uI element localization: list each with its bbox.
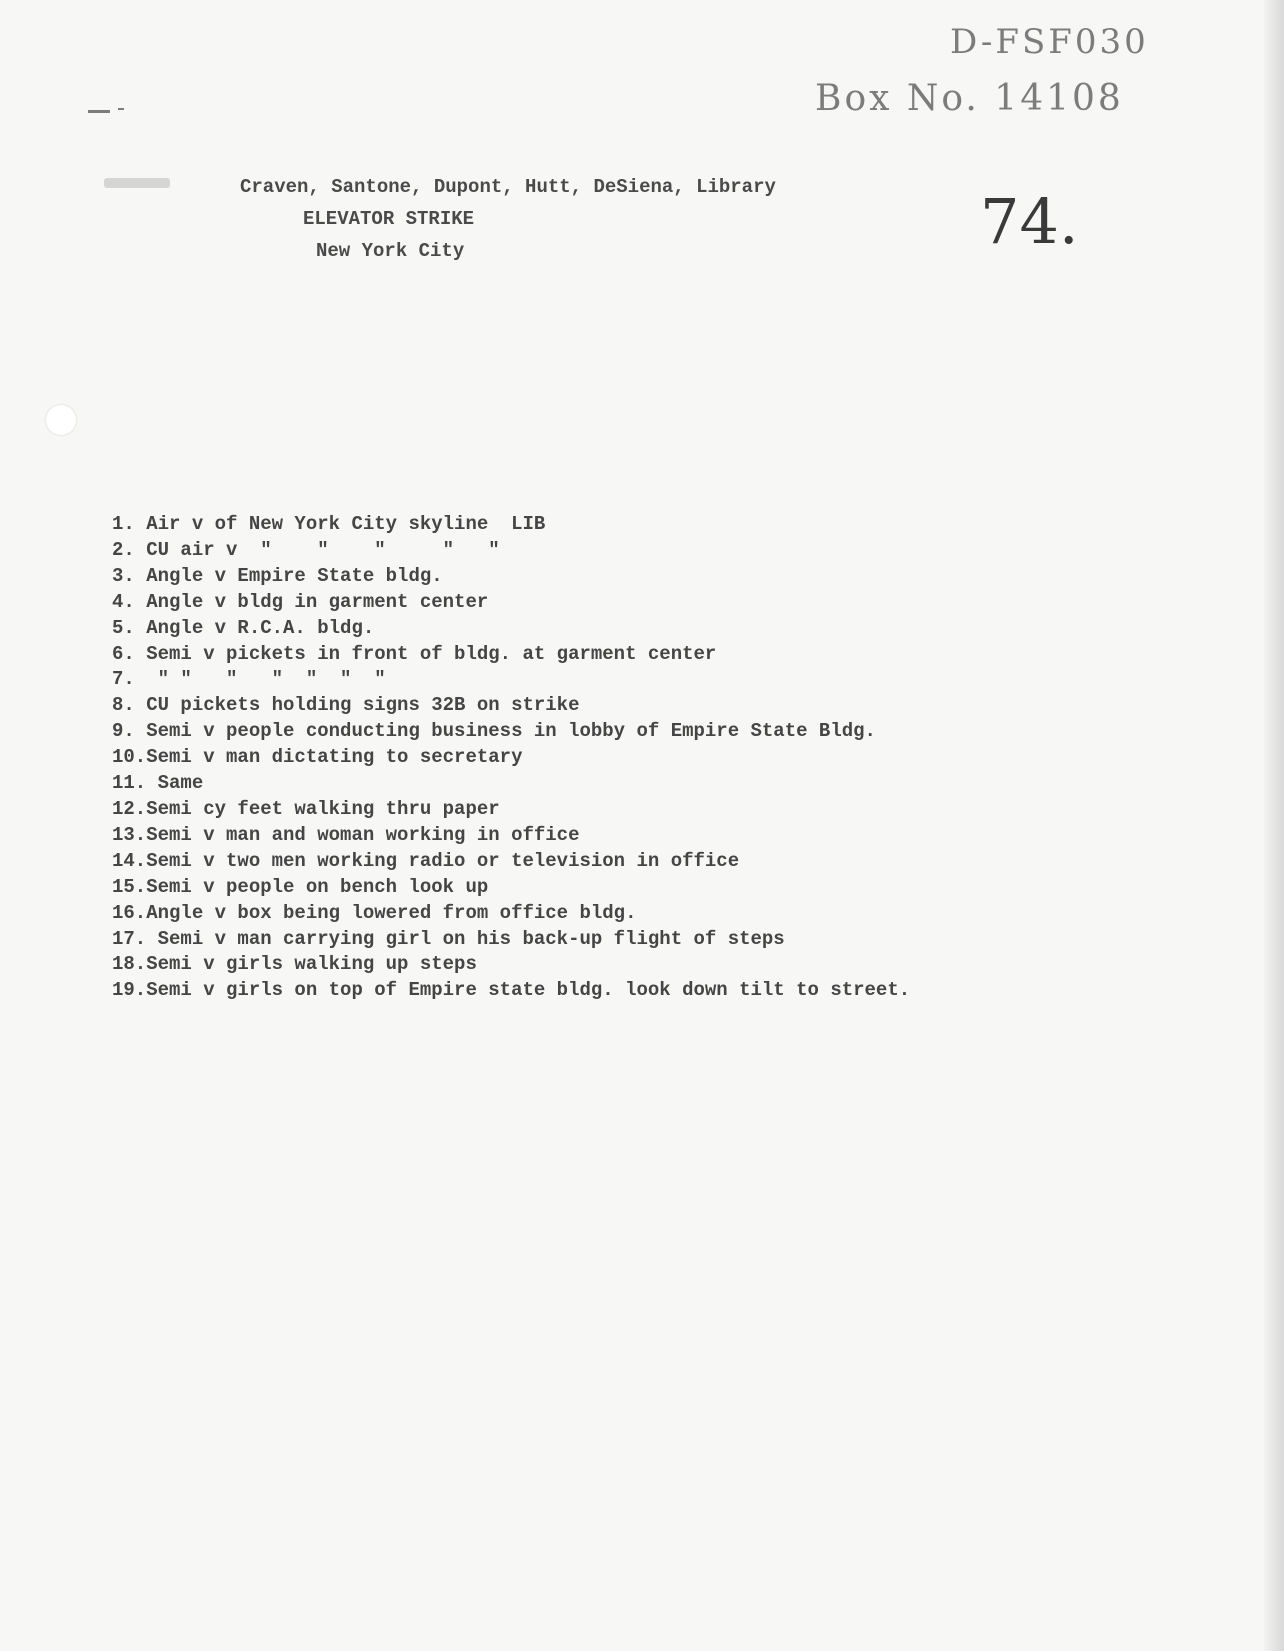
shot-item: 2. CU air v " " " " "	[112, 538, 500, 561]
shot-item: 9. Semi v people conducting business in lobby of Empire State Bldg.	[112, 720, 876, 743]
stray-ink-mark	[88, 110, 110, 113]
page-edge-shadow	[1264, 0, 1284, 1651]
credits-line: Craven, Santone, Dupont, Hutt, DeSiena, Library	[240, 176, 776, 198]
document-title: ELEVATOR STRIKE	[303, 208, 475, 230]
faint-stamp-smudge	[104, 178, 170, 188]
shot-item: 7. " " " " " " "	[112, 668, 386, 691]
shot-item: 16.Angle v box being lowered from office bldg.	[112, 901, 637, 924]
stray-ink-mark	[118, 108, 124, 110]
shot-item: 15.Semi v people on bench look up	[112, 875, 489, 898]
shot-list	[112, 512, 910, 1004]
shot-item: 13.Semi v man and woman working in office	[112, 823, 580, 846]
shot-item: 18.Semi v girls walking up steps	[112, 953, 477, 976]
shot-item: 1. Air v of New York City skyline LIB	[112, 513, 546, 535]
shot-item: 12.Semi cy feet walking thru paper	[112, 797, 500, 820]
shot-item: 11. Same	[112, 772, 204, 795]
shot-item: 3. Angle v Empire State bldg.	[112, 564, 443, 587]
shot-item: 10.Semi v man dictating to secretary	[112, 746, 523, 769]
shot-item: 4. Angle v bldg in garment center	[112, 590, 489, 613]
location-line: New York City	[316, 240, 465, 262]
shot-item: 14.Semi v two men working radio or television in office	[112, 849, 740, 872]
box-number-handwritten: Box No. 14108	[815, 78, 1124, 119]
shot-item: 5. Angle v R.C.A. bldg.	[112, 616, 375, 639]
shot-item: 19.Semi v girls on top of Empire state bldg. look down tilt to street.	[112, 979, 911, 1002]
page-number-handwritten: 74.	[980, 185, 1079, 258]
shot-item: 8. CU pickets holding signs 32B on strike	[112, 694, 580, 717]
shot-item: 17. Semi v man carrying girl on his back-up flight of steps	[112, 927, 785, 950]
punch-hole	[46, 405, 76, 435]
shot-item: 6. Semi v pickets in front of bldg. at garment center	[112, 642, 717, 665]
archive-code-handwritten: D-FSF030	[950, 22, 1149, 62]
